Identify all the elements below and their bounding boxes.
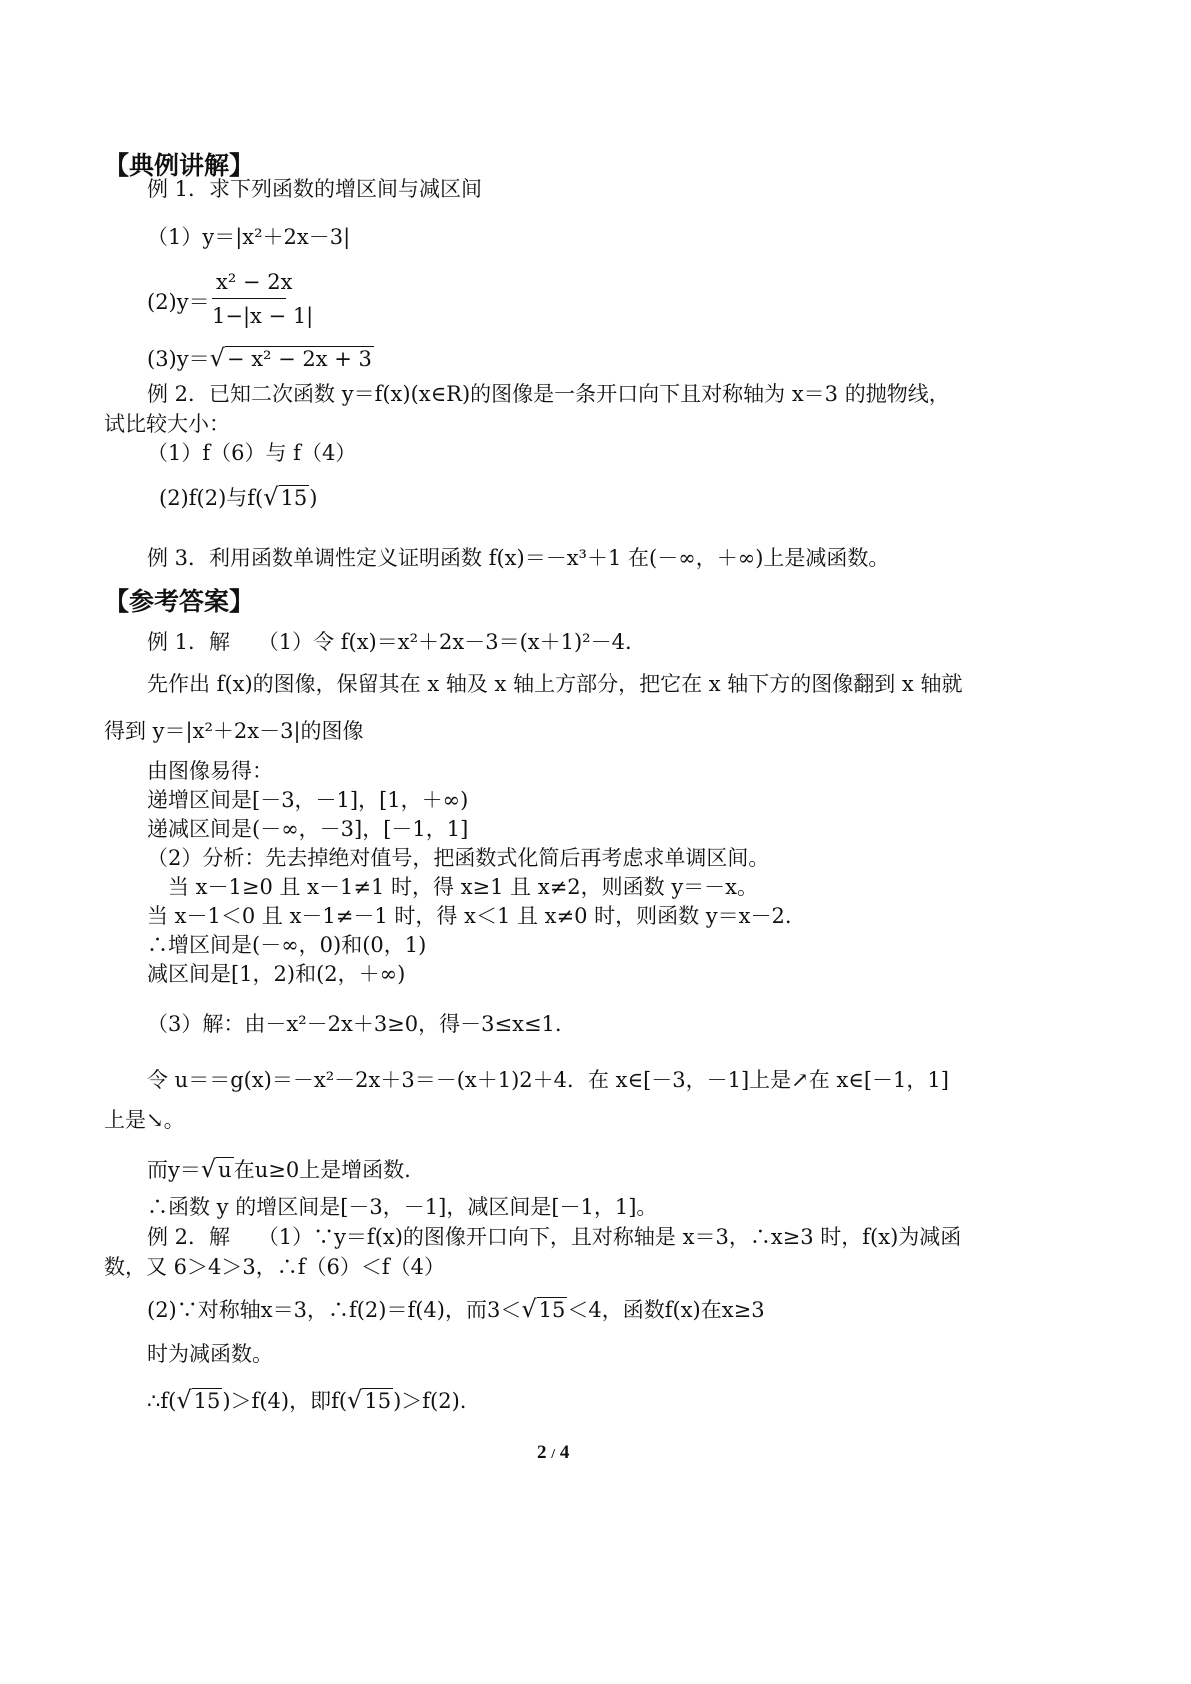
radical-sign: √	[521, 1295, 537, 1323]
radical-sign: √	[347, 1386, 363, 1414]
page-total: 4	[559, 1442, 570, 1463]
fraction-bar	[212, 298, 286, 299]
page-current: 2	[537, 1442, 547, 1463]
example-1-q2-label: (2)y＝	[147, 290, 210, 314]
answer-1-line15-prefix: 而y＝	[147, 1158, 201, 1182]
sqrt-expression	[176, 1388, 222, 1412]
answer-1-line11: 减区间是[1，2)和(2，＋∞)	[147, 962, 406, 986]
answer-1-line16: ∴函数 y 的增区间是[－3，－1]，减区间是[－1，1]。	[147, 1195, 658, 1219]
sqrt-expression	[210, 346, 374, 370]
sqrt-expression	[521, 1297, 567, 1321]
answer-2-line2: 数，又 6＞4＞3，∴f（6）＜f（4）	[104, 1255, 446, 1279]
answer-1-line14: 上是↘。	[104, 1108, 185, 1132]
example-2-q2-suffix: )	[309, 486, 318, 510]
page-separator: /	[551, 1447, 556, 1462]
radicand: 15	[280, 486, 308, 510]
answer-2-line5	[147, 1388, 466, 1412]
radical-sign: √	[200, 1155, 217, 1183]
answer-2-line4: 时为减函数。	[147, 1342, 273, 1366]
answer-1-line3: 得到 y＝|x²＋2x－3|的图像	[104, 719, 364, 743]
radical-sign: √	[176, 1386, 192, 1414]
fraction-numerator: x² − 2x	[216, 270, 293, 294]
answer-1-line5: 递增区间是[－3，－1]，[1，＋∞)	[147, 788, 469, 812]
example-2-q2	[159, 485, 317, 509]
answer-1-line15	[147, 1157, 411, 1181]
answer-1-line6: 递减区间是(－∞，－3]，[－1，1]	[147, 817, 469, 841]
radicand: u	[218, 1158, 232, 1182]
example-1-q3	[147, 346, 374, 370]
answer-1-line2: 先作出 f(x)的图像，保留其在 x 轴及 x 轴上方部分，把它在 x 轴下方的图像翻到 x 轴就	[147, 672, 963, 696]
radicand: 15	[538, 1298, 566, 1322]
answer-2-line3-suffix: ＜4，函数f(x)在x≥3	[567, 1298, 765, 1322]
answer-1-line9: 当 x－1＜0 且 x－1≠－1 时，得 x＜1 且 x≠0 时，则函数 y＝x－2.	[147, 904, 792, 928]
answer-1-line8: 当 x－1≥0 且 x－1≠1 时，得 x≥1 且 x≠2，则函数 y＝－x。	[147, 875, 759, 899]
radicand: 15	[193, 1389, 221, 1413]
example-2-q1: （1）f（6）与 f（4）	[147, 441, 357, 465]
answer-1-line7: （2）分析：先去掉绝对值号，把函数式化简后再考虑求单调区间。	[147, 846, 770, 870]
answer-1-line1: 例 1．解 （1）令 f(x)＝x²＋2x－3＝(x＋1)²－4.	[147, 630, 632, 654]
radical-sign: √	[263, 483, 279, 511]
sqrt-expression	[347, 1388, 393, 1412]
example-3: 例 3．利用函数单调性定义证明函数 f(x)＝－x³＋1 在(－∞，＋∞)上是减函数。	[147, 546, 890, 570]
section-heading-answers: 【参考答案】	[104, 587, 255, 616]
example-2-line1: 例 2．已知二次函数 y＝f(x)(x∈R)的图像是一条开口向下且对称轴为 x＝3 的抛物线，	[147, 382, 950, 406]
fraction-denominator: 1−|x − 1|	[212, 304, 314, 328]
section-heading-examples: 【典例讲解】	[104, 151, 255, 180]
radical-sign: √	[209, 344, 225, 372]
answer-2-line3-prefix: (2)∵对称轴x＝3，∴f(2)＝f(4)，而3＜	[147, 1298, 522, 1322]
answer-1-line13: 令 u＝＝g(x)＝－x²－2x＋3＝－(x＋1)2＋4．在 x∈[－3，－1]上是↗在 x∈[－1，1]	[147, 1068, 949, 1092]
answer-1-line10: ∴增区间是(－∞，0)和(0，1)	[147, 933, 427, 957]
answer-1-line15-suffix: 在u≥0上是增函数.	[233, 1158, 411, 1182]
sqrt-expression	[263, 485, 309, 509]
radicand: − x² − 2x + 3	[226, 347, 372, 371]
sqrt-expression	[201, 1157, 234, 1181]
answer-2-line5-part3: )＞f(2).	[393, 1389, 467, 1413]
answer-2-line3	[147, 1297, 765, 1321]
page-number	[537, 1442, 569, 1464]
example-1-title: 例 1．求下列函数的增区间与减区间	[147, 177, 483, 201]
answer-1-line4: 由图像易得：	[147, 759, 273, 783]
answer-2-line5-part2: )＞f(4)，即f(	[222, 1389, 348, 1413]
answer-2-line1: 例 2．解 （1）∵y＝f(x)的图像开口向下，且对称轴是 x＝3，∴x≥3 时，f(x)为减函	[147, 1225, 962, 1249]
answer-1-line12: （3）解：由－x²－2x＋3≥0，得－3≤x≤1.	[147, 1012, 562, 1036]
example-1-q3-label: (3)y＝	[147, 347, 210, 371]
example-2-q2-prefix: (2)f(2)与f(	[159, 486, 264, 510]
radicand: 15	[364, 1389, 392, 1413]
example-1-q1: （1）y＝|x²＋2x－3|	[147, 225, 351, 249]
answer-2-line5-part1: ∴f(	[147, 1389, 177, 1413]
example-2-line2: 试比较大小：	[104, 412, 230, 436]
